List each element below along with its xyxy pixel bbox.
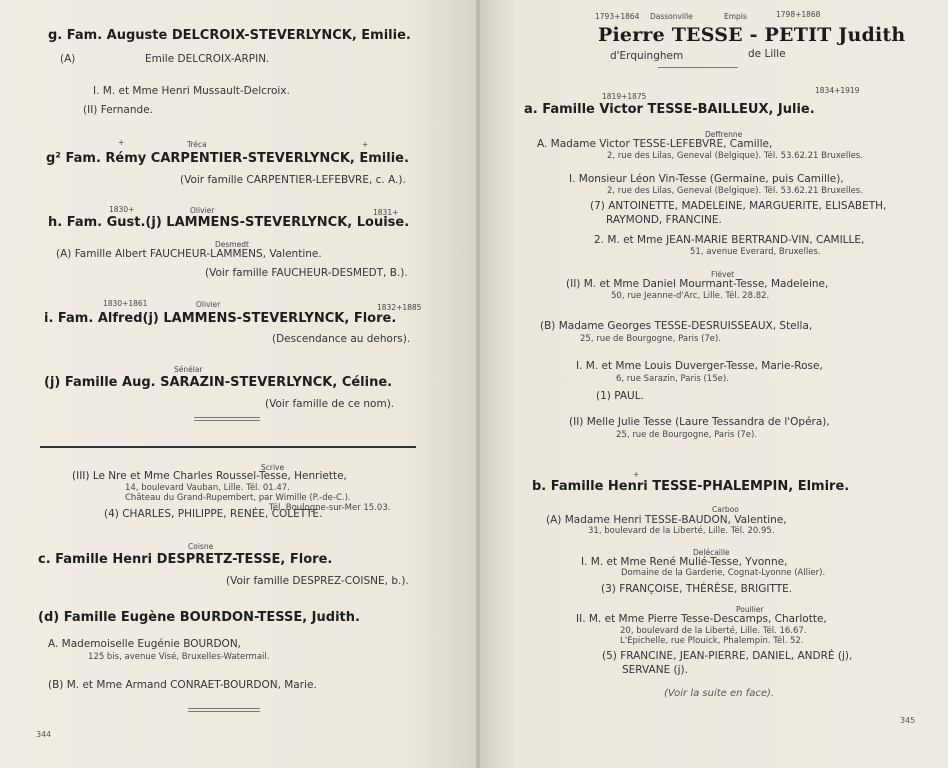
origin-line: de Lille [748, 48, 786, 60]
superscript-date: 1798+1868 [776, 10, 821, 19]
entry-line: 2. M. et Mme JEAN-MARIE BERTRAND-VIN, CAMILLE, [594, 234, 865, 246]
entry-line: (B) Madame Georges TESSE-DESRUISSEAUX, Stella, [540, 320, 813, 332]
entry-heading: a. Famille Victor TESSE-BAILLEUX, Julie. [524, 102, 815, 117]
superscript-name: Dassonville [650, 12, 693, 21]
address-line: 50, rue Jeanne-d'Arc, Lille. Tél. 28.82. [611, 291, 770, 301]
entry-line: (III) Le Nre et Mme Charles Roussel-Tesse, Henriette, [72, 470, 347, 482]
superscript-date: 1830+1861 [103, 299, 148, 308]
children-line: RAYMOND, FRANCINE. [606, 214, 722, 226]
entry-heading: (j) Famille Aug. SARAZIN-STEVERLYNCK, Céline. [44, 375, 393, 390]
entry-heading: (d) Famille Eugène BOURDON-TESSE, Judith. [38, 610, 360, 625]
superscript-date: 1832+1885 [377, 303, 422, 312]
address-line: L'Epichelle, rue Plouick, Phalempin. Tél. 52. [620, 636, 804, 646]
cross-mark: + [362, 140, 369, 149]
entry-line: II. M. et Mme Pierre Tesse-Descamps, Charlotte, [576, 613, 827, 625]
entry-line: (A) Madame Henri TESSE-BAUDON, Valentine, [546, 514, 787, 526]
page-title: Pierre TESSE - PETIT Judith [598, 24, 906, 46]
superscript-name: Sénélar [174, 365, 203, 374]
ornament-rule [188, 711, 260, 712]
address-line: 51, avenue Everard, Bruxelles. [690, 247, 821, 257]
superscript-name: Desmedt [215, 240, 249, 249]
entry-ref: (Descendance au dehors). [272, 333, 411, 345]
entry-heading: b. Famille Henri TESSE-PHALEMPIN, Elmire. [532, 479, 850, 494]
address-line: 2, rue des Lilas, Geneval (Belgique). Tél. 53.62.21 Bruxelles. [607, 151, 863, 161]
origin-line: d'Erquinghem [610, 50, 684, 62]
cross-mark: + [633, 470, 640, 479]
children-line: SERVANE (j). [622, 664, 688, 676]
entry-line: I. Monsieur Léon Vin-Tesse (Germaine, puis Camille), [569, 173, 844, 185]
entry-heading: g. Fam. Auguste DELCROIX-STEVERLYNCK, Emilie. [48, 28, 411, 43]
superscript-name: Olivier [190, 206, 215, 215]
ornament-rule [194, 417, 260, 418]
ornament-rule [194, 420, 260, 421]
entry-line: A. Mademoiselle Eugénie BOURDON, [48, 638, 242, 650]
continuation-note: (Voir la suite en face). [664, 688, 775, 699]
superscript-name: Coisne [188, 542, 214, 551]
children-line: (1) PAUL. [596, 390, 644, 402]
cross-mark: + [118, 138, 125, 147]
page-number: 345 [900, 716, 916, 725]
address-line: 6, rue Sarazin, Paris (15e). [616, 374, 729, 384]
superscript-name: Scrive [261, 463, 285, 472]
address-line: Château du Grand-Rupembert, par Wimille (P.-de-C.). [125, 493, 351, 503]
ornament-rule [188, 708, 260, 709]
entry-heading: g² Fam. Rémy CARPENTIER-STEVERLYNCK, Emilie. [46, 151, 409, 166]
entry-line: (II) Melle Julie Tesse (Laure Tessandra de l'Opéra), [569, 416, 830, 428]
entry-line: Emile DELCROIX-ARPIN. [145, 53, 270, 65]
superscript-name: Flévet [711, 270, 735, 279]
entry-line: (B) M. et Mme Armand CONRAET-BOURDON, Marie. [48, 679, 317, 691]
superscript-name: Tréca [187, 140, 207, 149]
address-line: 25, rue de Bourgogne, Paris (7e). [580, 334, 722, 344]
superscript-name: Carboo [712, 505, 739, 514]
superscript-date: 1793+1864 [595, 12, 640, 21]
address-line: 14, boulevard Vauban, Lille. Tél. 01.47. [125, 483, 290, 493]
entry-ref: (Voir famille DESPREZ-COISNE, b.). [226, 575, 409, 587]
entry-line: I. M. et Mme Louis Duverger-Tesse, Marie-Rose, [576, 360, 823, 372]
children-line: (7) ANTOINETTE, MADELEINE, MARGUERITE, ELISABETH, [590, 200, 887, 212]
superscript-date: 1830+ [109, 205, 135, 214]
address-line: Tél. Boulogne-sur-Mer 15.03. [269, 503, 391, 513]
superscript-name: Poullier [736, 605, 764, 614]
entry-ref: (Voir famille CARPENTIER-LEFEBVRE, c. A.). [180, 174, 406, 186]
entry-ref: (Voir famille de ce nom). [265, 398, 395, 410]
address-line: 20, boulevard de la Liberté, Lille. Tél. 16.67. [620, 626, 807, 636]
children-line: (5) FRANCINE, JEAN-PIERRE, DANIEL, ANDRÉ (j), [602, 650, 853, 662]
superscript-name: Empis [724, 12, 747, 21]
entry-tag: (A) [60, 53, 76, 65]
entry-heading: i. Fam. Alfred(j) LAMMENS-STEVERLYNCK, Flore. [44, 311, 397, 326]
entry-line: I. M. et Mme René Mulié-Tesse, Yvonne, [581, 556, 788, 568]
children-line: (4) CHARLES, PHILIPPE, RENÉE, COLETTE. [104, 508, 323, 520]
entry-line: (A) Famille Albert FAUCHEUR-LAMMENS, Valentine. [56, 248, 322, 260]
entry-line: (II) Fernande. [83, 104, 153, 116]
entry-line: I. M. et Mme Henri Mussault-Delcroix. [93, 85, 290, 97]
superscript-name: Delécaille [693, 548, 730, 557]
entry-heading: h. Fam. Gust.(j) LAMMENS-STEVERLYNCK, Louise. [48, 215, 410, 230]
entry-heading: c. Famille Henri DESPRETZ-TESSE, Flore. [38, 552, 333, 567]
address-line: 25, rue de Bourgogne, Paris (7e). [616, 430, 758, 440]
right-page [480, 0, 948, 768]
children-line: (3) FRANÇOISE, THÉRÈSE, BRIGITTE. [601, 583, 793, 595]
superscript-name: Deffrenne [705, 130, 743, 139]
superscript-date: 1819+1875 [602, 92, 647, 101]
superscript-date: 1834+1919 [815, 86, 860, 95]
superscript-date: 1831+ [373, 208, 399, 217]
address-line: Domaine de la Garderie, Cognat-Lyonne (Allier). [621, 568, 826, 578]
page-number: 344 [36, 730, 52, 739]
address-line: 125 bis, avenue Visé, Bruxelles-Watermail. [88, 652, 270, 662]
entry-ref: (Voir famille FAUCHEUR-DESMEDT, B.). [205, 267, 408, 279]
address-line: 31, boulevard de la Liberté, Lille. Tél. 20.95. [588, 526, 775, 536]
title-underline [658, 67, 738, 68]
entry-line: (II) M. et Mme Daniel Mourmant-Tesse, Madeleine, [566, 278, 829, 290]
superscript-name: Olivier [196, 300, 221, 309]
entry-line: A. Madame Victor TESSE-LEFEBVRE, Camille, [537, 138, 773, 150]
section-divider [40, 446, 416, 448]
address-line: 2, rue des Lilas, Geneval (Belgique). Tél. 53.62.21 Bruxelles. [607, 186, 863, 196]
